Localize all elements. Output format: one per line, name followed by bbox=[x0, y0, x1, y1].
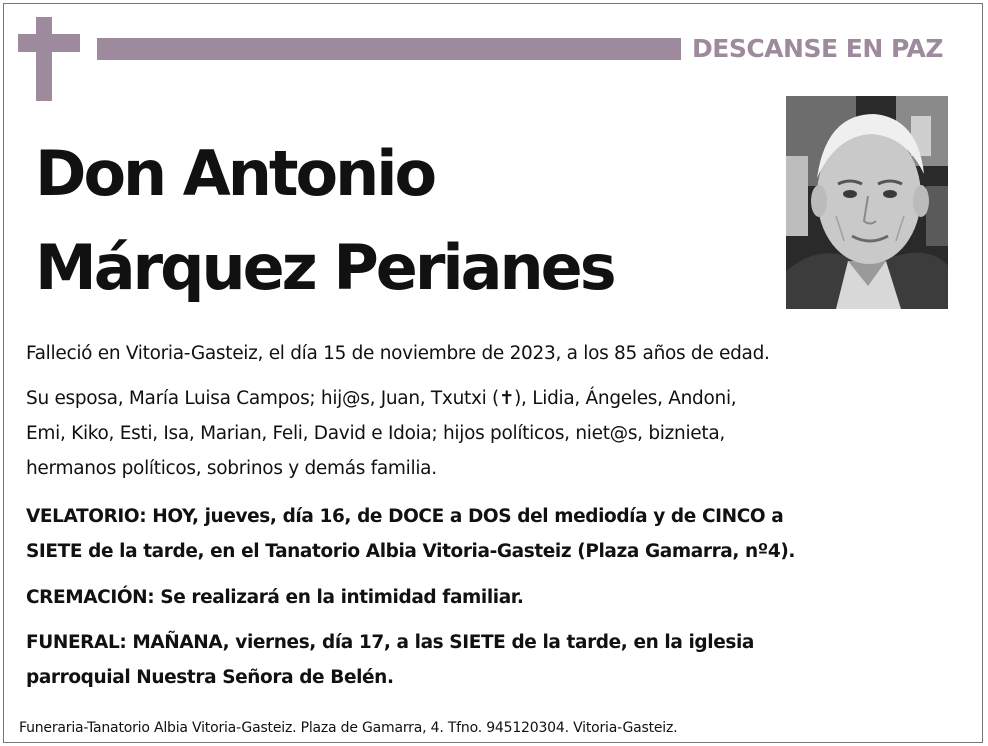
velatorio-line: VELATORIO: HOY, jueves, día 16, de DOCE a DOS del mediodía y de CINCO a bbox=[26, 506, 784, 527]
family-line: hermanos políticos, sobrinos y demás familia. bbox=[26, 458, 437, 479]
cremacion-notice: CREMACIÓN: Se realizará en la intimidad familiar. bbox=[26, 587, 524, 608]
funeral-home-footer: Funeraria-Tanatorio Albia Vitoria-Gasteiz. Plaza de Gamarra, 4. Tfno. 945120304. Vitoria-Gasteiz. bbox=[19, 720, 678, 736]
rip-heading: DESCANSE EN PAZ bbox=[692, 34, 943, 63]
velatorio-line: SIETE de la tarde, en el Tanatorio Albia Vitoria-Gasteiz (Plaza Gamarra, nº4). bbox=[26, 541, 795, 562]
family-line: Emi, Kiko, Esti, Isa, Marian, Feli, David e Idoia; hijos políticos, niet@s, biznieta, bbox=[26, 423, 725, 444]
header-bar bbox=[97, 38, 681, 60]
funeral-line: parroquial Nuestra Señora de Belén. bbox=[26, 667, 394, 688]
death-notice: Falleció en Vitoria-Gasteiz, el día 15 de noviembre de 2023, a los 85 años de edad. bbox=[26, 343, 770, 364]
funeral-line: FUNERAL: MAÑANA, viernes, día 17, a las SIETE de la tarde, en la iglesia bbox=[26, 632, 754, 653]
deceased-photo bbox=[786, 96, 948, 309]
funeral-paragraph bbox=[26, 625, 971, 695]
deceased-name-line2: Márquez Perianes bbox=[35, 231, 614, 304]
velatorio-paragraph bbox=[26, 499, 971, 569]
deceased-name-line1: Don Antonio bbox=[35, 137, 435, 210]
family-line: Su esposa, María Luisa Campos; hij@s, Juan, Txutxi (✝), Lidia, Ángeles, Andoni, bbox=[26, 388, 737, 409]
family-paragraph bbox=[26, 381, 971, 486]
